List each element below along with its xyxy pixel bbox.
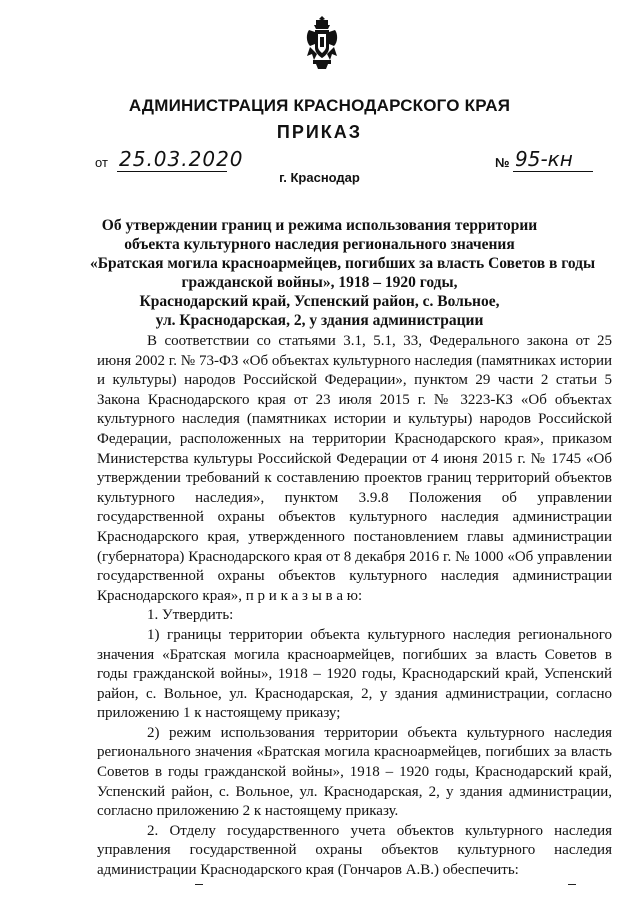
- body-paragraph: 2) режим использования территории объекта культурного наследия регионального значения «Братская могила красноармейцев, погибших за власть Советов в годы гражданской войны», 1918 – 1920 годы, Краснодарский край, Успенский район, с. Вольное, ул. Краснодарская, 2, у здания администрации, согласно приложению 2 к настоящему приказу.: [97, 724, 612, 820]
- number-value: 95-кн: [515, 147, 573, 171]
- date-value: 25.03.2020: [119, 147, 244, 171]
- body-paragraph: 2. Отделу государственного учета объектов культурного наследия управления государственной охраны объектов культурного наследия администрации Краснодарского края (Гончаров А.В.) обеспечить:: [97, 822, 612, 879]
- title-line: Краснодарский край, Успенский район, с. Вольное,: [139, 293, 500, 310]
- footer-dash: [195, 884, 203, 885]
- document-body: [97, 332, 612, 881]
- city: г. Краснодар: [279, 170, 360, 185]
- date-label: от: [95, 155, 108, 170]
- number-label: №: [495, 155, 510, 170]
- body-paragraph: В соответствии со статьями 3.1, 5.1, 33, Федерального закона от 25 июня 2002 г. № 73-ФЗ «Об объектах культурного наследия (памятниках истории и культуры) народов Российской Федерации», пунктом 29 части 2 статьи 5 Закона Краснодарского края от 23 июля 2015 г. № 3223-КЗ «Об объектах культурного наследия (памятниках истории и культуры) народов Российской Федерации, расположенных на территории Краснодарского края», приказом Министерства культуры Российской Федерации от 4 июня 2015 г. № 1745 «Об утверждении требований к составлению проектов границ территорий объектов культурного наследия», пунктом 3.9.8 Положения об управлении государственной охраны объектов культурного наследия администрации Краснодарского края, утвержденного постановлением главы администрации (губернатора) Краснодарского края от 8 декабря 2016 г. № 1000 «Об управлении государственной охраны объектов культурного наследия администрации Краснодарского края», п р и к а з ы в а ю:: [97, 333, 612, 604]
- body-paragraph: 1. Утвердить:: [147, 607, 234, 624]
- footer-dash: [568, 884, 576, 885]
- organization-name: АДМИНИСТРАЦИЯ КРАСНОДАРСКОГО КРАЯ: [128, 96, 511, 115]
- title-line: объекта культурного наследия регионального значения: [124, 236, 515, 253]
- coat-of-arms-icon: [304, 16, 340, 70]
- body-paragraph: 1) границы территории объекта культурного наследия регионального значения «Братская могила красноармейцев, погибших за власть Советов в годы гражданской войны», 1918 – 1920 годы, Краснодарский край, Успенский район, с. Вольное, ул. Краснодарская, 2, у здания администрации, согласно приложению 1 к настоящему приказу;: [97, 626, 612, 722]
- title-line: «Братская могила красноармейцев, погибших за власть Советов в годы: [90, 255, 596, 272]
- document-type: ПРИКАЗ: [276, 122, 363, 142]
- title-line: Об утверждении границ и режима использования территории: [101, 217, 538, 234]
- document-title: [90, 216, 596, 330]
- title-line: ул. Краснодарская, 2, у здания администрации: [155, 312, 484, 329]
- title-line: гражданской войны», 1918 – 1920 годы,: [181, 274, 458, 291]
